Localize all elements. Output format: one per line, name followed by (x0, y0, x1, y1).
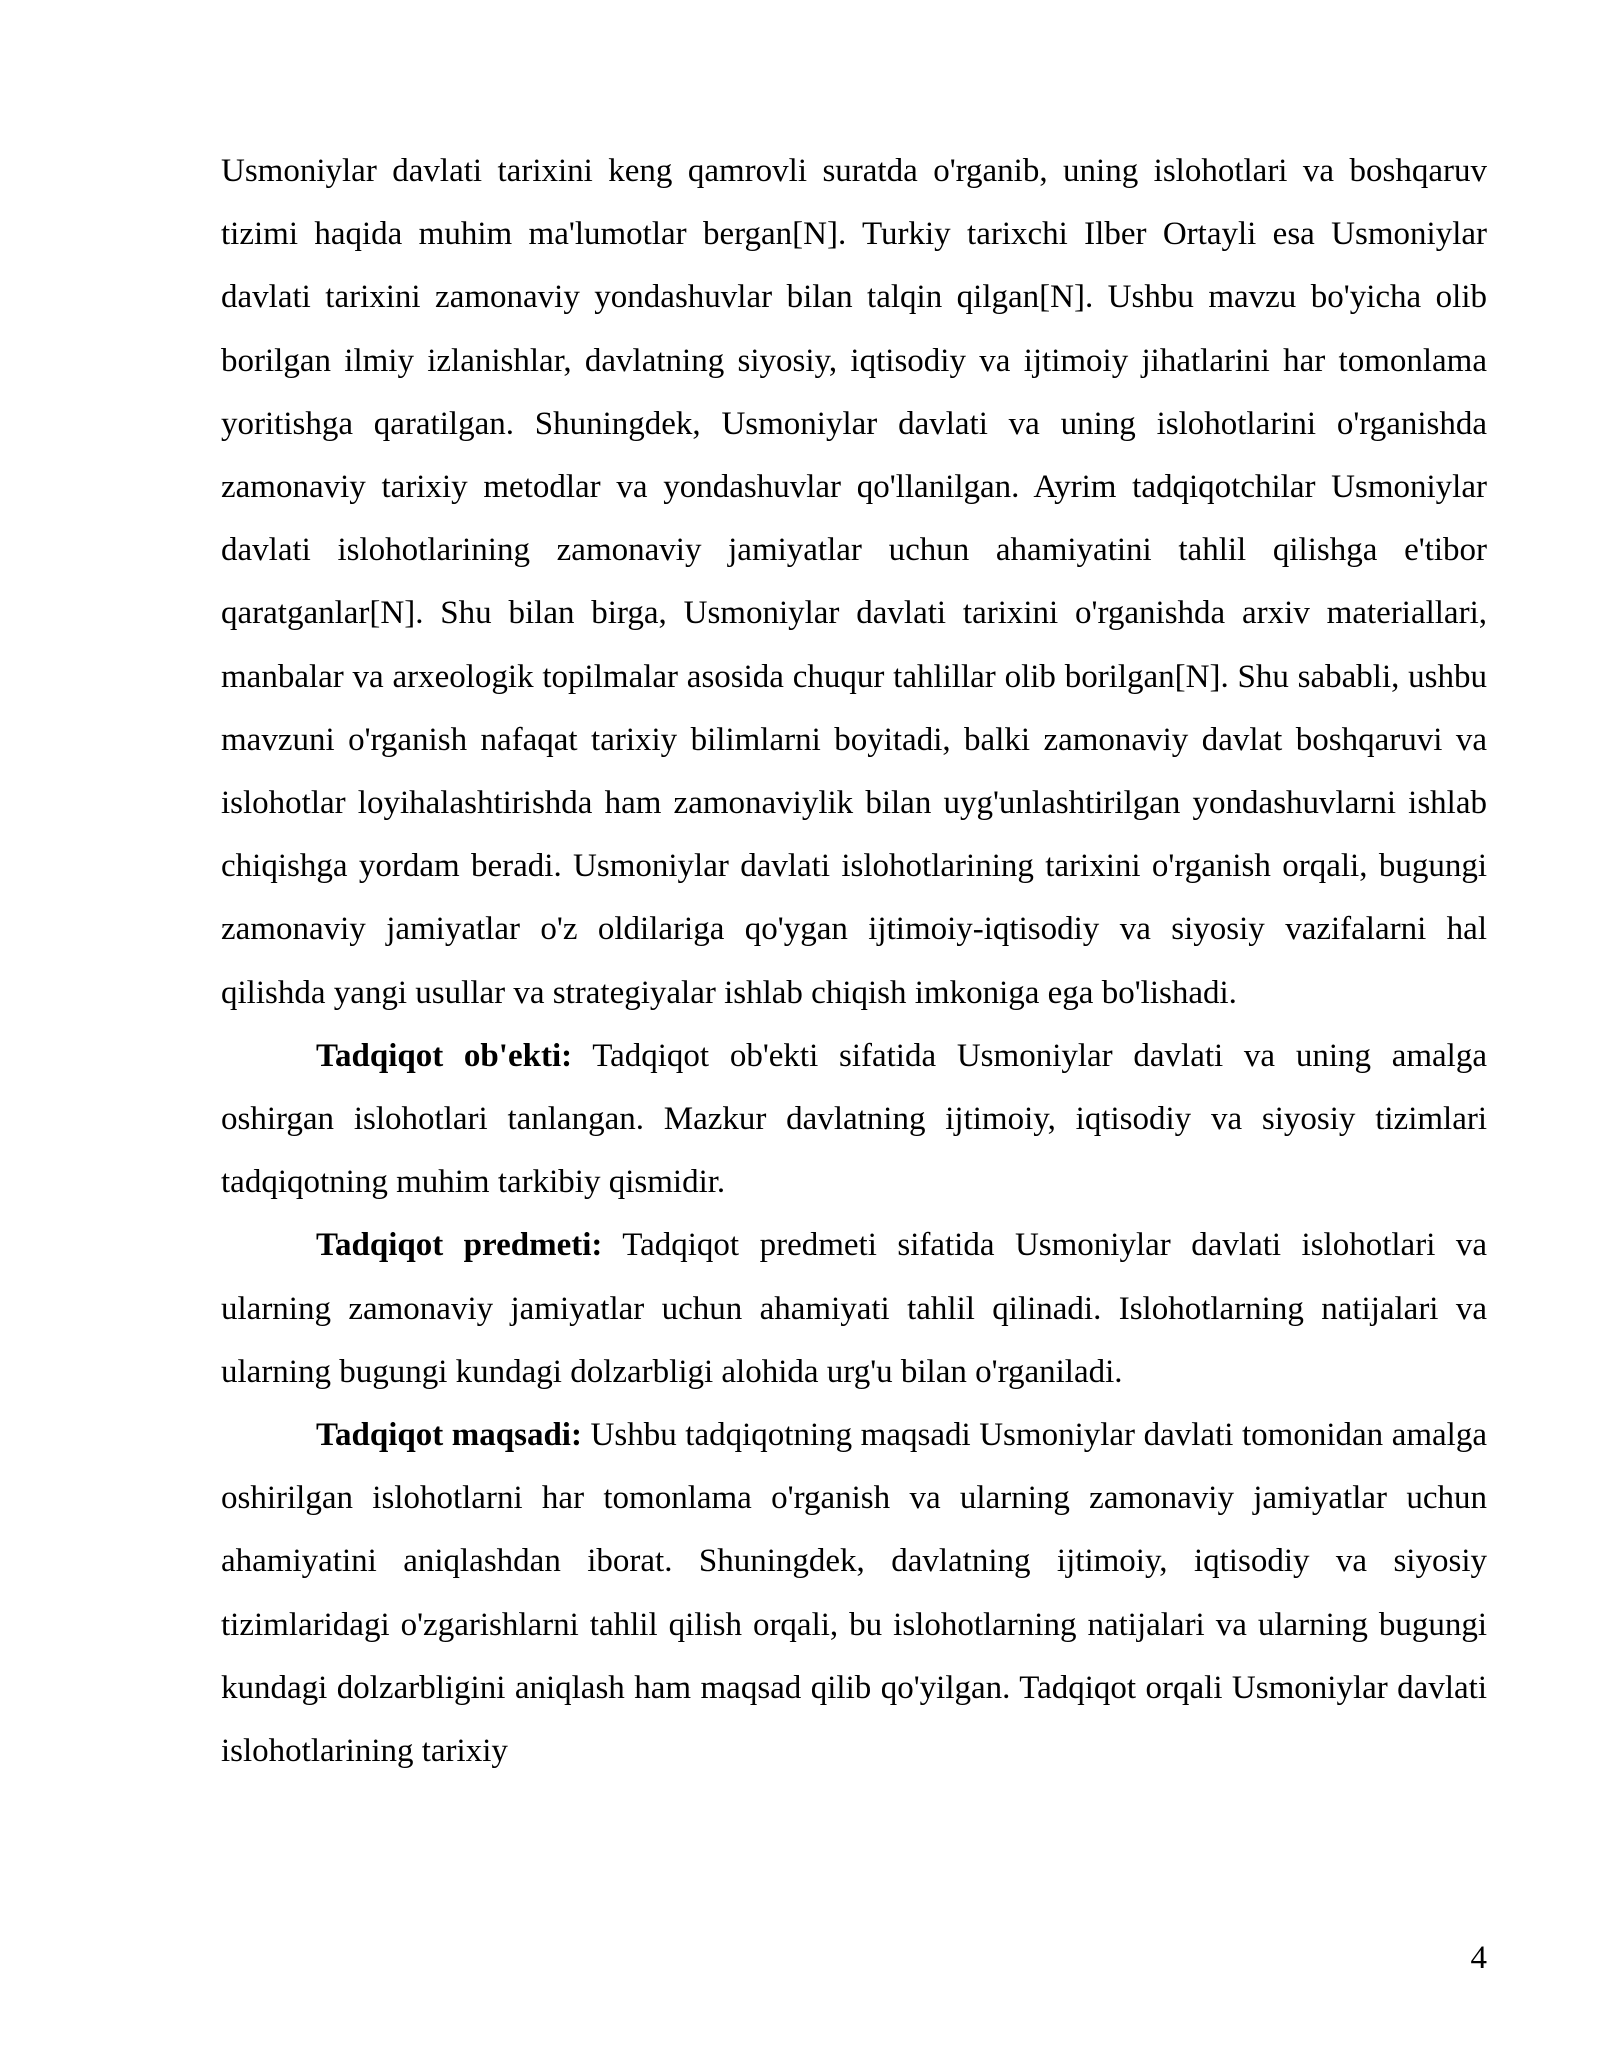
paragraph-text: Tadqiqot predmeti sifatida Usmoniylar davlati islohotlari va ularning zamonaviy jamiyatlar uchun ahamiyati tahlil qilinadi. Islohotlarning natijalari va ularning bugungi kundagi dolzarbligi alohida urg'u bilan o'rganiladi. (221, 1227, 1487, 1390)
paragraph-heading: Tadqiqot ob'ekti: (316, 1037, 573, 1074)
paragraph-heading: Tadqiqot predmeti: (316, 1227, 603, 1264)
paragraph-text: Usmoniylar davlati tarixini keng qamrovli suratda o'rganib, uning islohotlari va boshqaruv tizimi haqida muhim ma'lumotlar bergan[N]. Turkiy tarixchi Ilber Ortayli esa Usmoniylar davlati tarixini zamonaviy yondashuvlar bilan talqin qilgan[N]. Ushbu mavzu bo'yicha olib borilgan ilmiy izlanishlar, davlatning siyosiy, iqtisodiy va ijtimoiy jihatlarini har tomonlama yoritishga qaratilgan. Shuningdek, Usmoniylar davlati va uning islohotlarini o'rganishda zamonaviy tarixiy metodlar va yondashuvlar qo'llanilgan. Ayrim tadqiqotchilar Usmoniylar davlati islohotlarining zamonaviy jamiyatlar uchun ahamiyatini tahlil qilishga e'tibor qaratganlar[N]. Shu bilan birga, Usmoniylar davlati tarixini o'rganishda arxiv materiallari, manbalar va arxeologik topilmalar asosida chuqur tahlillar olib borilgan[N]. Shu sababli, ushbu mavzuni o'rganish nafaqat tarixiy bilimlarni boyitadi, balki zamonaviy davlat boshqaruvi va islohotlar loyihalashtirishda ham zamonaviylik bilan uyg'unlashtirilgan yondashuvlarni ishlab chiqishga yordam beradi. Usmoniylar davlati islohotlarining tarixini o'rganish orqali, bugungi zamonaviy jamiyatlar o'z oldilariga qo'ygan ijtimoiy-iqtisodiy va siyosiy vazifalarni hal qilishda yangi usullar va strategiyalar ishlab chiqish imkoniga ega bo'lishadi. (221, 153, 1487, 1011)
paragraph-intro (221, 140, 1487, 1025)
paragraph-research-goal (221, 1404, 1487, 1783)
paragraph-research-subject (221, 1214, 1487, 1404)
paragraph-research-object (221, 1025, 1487, 1215)
paragraph-text: Tadqiqot ob'ekti sifatida Usmoniylar davlati va uning amalga oshirgan islohotlari tanlangan. Mazkur davlatning ijtimoiy, iqtisodiy va siyosiy tizimlari tadqiqotning muhim tarkibiy qismidir. (221, 1037, 1487, 1201)
page-number: 4 (1470, 1940, 1487, 1976)
document-page (221, 140, 1487, 1783)
paragraph-heading: Tadqiqot maqsadi: (316, 1417, 582, 1454)
paragraph-text: Ushbu tadqiqotning maqsadi Usmoniylar davlati tomonidan amalga oshirilgan islohotlarni har tomonlama o'rganish va ularning zamonaviy jamiyatlar uchun ahamiyatini aniqlashdan iborat. Shuningdek, davlatning ijtimoiy, iqtisodiy va siyosiy tizimlaridagi o'zgarishlarni tahlil qilish orqali, bu islohotlarning natijalari va ularning bugungi kundagi dolzarbligini aniqlash ham maqsad qilib qo'yilgan. Tadqiqot orqali Usmoniylar davlati islohotlarining tarixiy (221, 1417, 1487, 1770)
